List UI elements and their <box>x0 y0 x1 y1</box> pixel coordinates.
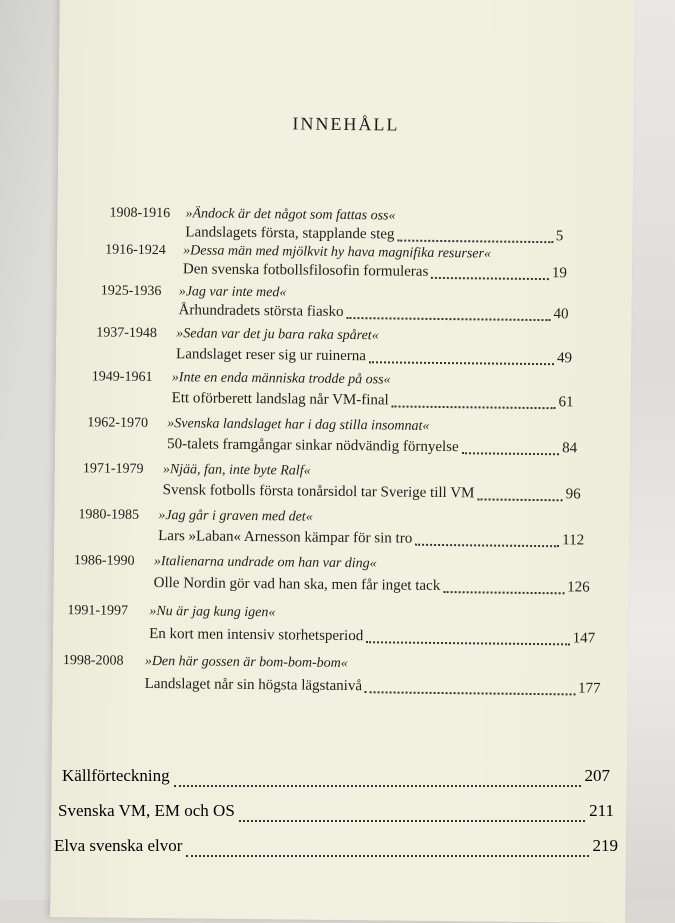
back-matter-title: Källförteckning <box>62 766 170 785</box>
toc-entry <box>54 553 590 596</box>
chapter-years: 1971-1979 <box>82 461 144 477</box>
chapter-title: Ett oförberett landslag når VM-final <box>171 390 389 409</box>
back-matter-title: Svenska VM, EM och OS <box>58 801 235 820</box>
page-number: 126 <box>567 579 590 596</box>
dot-leader <box>174 785 581 787</box>
page-number: 211 <box>589 801 614 820</box>
back-matter-title: Elva svenska elvor <box>54 836 183 855</box>
chapter-line <box>178 302 568 323</box>
chapter-quote: »Nu är jag kung igen« <box>149 603 276 621</box>
page-number: 147 <box>572 630 596 647</box>
back-matter-entry <box>54 836 618 856</box>
page-number: 112 <box>562 532 585 549</box>
toc-entry <box>55 415 578 457</box>
chapter-years: 1998-2008 <box>62 653 124 669</box>
chapter-line <box>185 224 563 245</box>
toc-entry <box>56 325 576 367</box>
chapter-title: 50-talets framgångar sinkar nödvändig förnyelse <box>167 436 459 456</box>
page-number: 40 <box>553 306 569 323</box>
page-number: 207 <box>584 766 610 785</box>
dot-leader <box>366 641 569 645</box>
dot-leader <box>443 591 564 594</box>
dot-leader <box>397 239 552 243</box>
chapter-years: 1962-1970 <box>87 415 149 431</box>
chapter-years: 1949-1961 <box>91 369 153 385</box>
toc-entry <box>58 205 578 245</box>
dot-leader <box>346 317 550 321</box>
chapter-quote: »Njää, fan, inte byte Ralf« <box>162 462 311 479</box>
chapter-quote: »Den här gossen är bom-bom-bom« <box>144 653 348 672</box>
chapter-years: 1908-1916 <box>109 205 171 222</box>
chapter-quote: »Jag var inte med« <box>178 284 287 301</box>
page-number: 5 <box>555 228 564 245</box>
chapter-quote: »Dessa män med mjölkvit hy hava magnifika resurser« <box>183 243 492 262</box>
chapter-title: Den svenska fotbollsfilosofin formuleras <box>182 261 429 280</box>
chapter-title: Landslagets första, stapplande steg <box>185 224 395 243</box>
chapter-title: Svensk fotbolls första tonårsidol tar Sverige till VM <box>162 482 475 502</box>
toc-entry <box>53 603 596 647</box>
chapter-title: Århundradets största fiasko <box>178 302 344 320</box>
dot-leader <box>462 452 559 455</box>
page-number: 49 <box>556 350 573 367</box>
toc-entry <box>54 507 585 549</box>
chapter-quote: »Inte en enda människa trodde på oss« <box>171 370 391 388</box>
dot-leader <box>477 498 562 501</box>
back-matter-entry <box>62 766 610 786</box>
dot-leader <box>365 691 575 695</box>
page-number: 61 <box>558 394 574 411</box>
chapter-quote: »Jag går i graven med det« <box>158 508 313 525</box>
chapter-title: En kort men intensiv storhetsperiod <box>149 625 364 645</box>
chapter-title: Landslaget reser sig ur ruinerna <box>175 346 367 365</box>
chapter-line <box>154 575 590 597</box>
chapter-quote: »Sedan var det ju bara raka spåret« <box>176 326 379 344</box>
chapter-years: 1937-1948 <box>96 325 158 342</box>
dot-leader <box>431 276 549 279</box>
chapter-years: 1916-1924 <box>105 242 166 259</box>
page-number: 19 <box>551 265 568 282</box>
chapter-line <box>163 482 581 503</box>
page-number: 219 <box>592 836 618 855</box>
toc-entry <box>56 369 576 411</box>
page-number: 177 <box>578 680 601 697</box>
chapter-quote: »Ändock är det något som fattas oss« <box>185 206 396 224</box>
chapter-line <box>158 528 584 549</box>
dot-leader <box>415 543 559 547</box>
back-matter-entry <box>58 801 614 821</box>
chapter-line <box>172 390 574 411</box>
dot-leader <box>392 405 556 409</box>
dot-leader <box>239 820 585 822</box>
dot-leader <box>186 855 588 857</box>
toc-entry <box>53 653 601 697</box>
chapter-line <box>183 261 567 282</box>
chapter-title: Olle Nordin gör vad han ska, men får inget tack <box>153 575 441 595</box>
chapter-title: Lars »Laban« Arnesson kämpar för sin tro <box>158 528 413 547</box>
chapter-years: 1986-1990 <box>73 553 135 569</box>
dot-leader <box>369 361 554 365</box>
toc-entry <box>57 283 577 323</box>
page-number: 84 <box>562 440 578 457</box>
chapter-line <box>176 346 572 367</box>
chapter-line <box>149 626 595 648</box>
chapter-years: 1925-1936 <box>100 283 162 300</box>
chapter-years: 1980-1985 <box>78 507 140 523</box>
chapter-quote: »Svenska landslaget har i dag stilla insomnat« <box>167 416 430 434</box>
toc-entry <box>55 461 581 503</box>
page-title: INNEHÅLL <box>292 113 400 135</box>
page-number: 96 <box>565 486 581 503</box>
chapter-line <box>167 436 577 457</box>
chapter-years: 1991-1997 <box>67 603 129 619</box>
chapter-quote: »Italienarna undrade om han var ding« <box>153 554 377 572</box>
chapter-line <box>145 676 601 698</box>
chapter-title: Landslaget når sin högsta lägstanivå <box>144 675 363 695</box>
